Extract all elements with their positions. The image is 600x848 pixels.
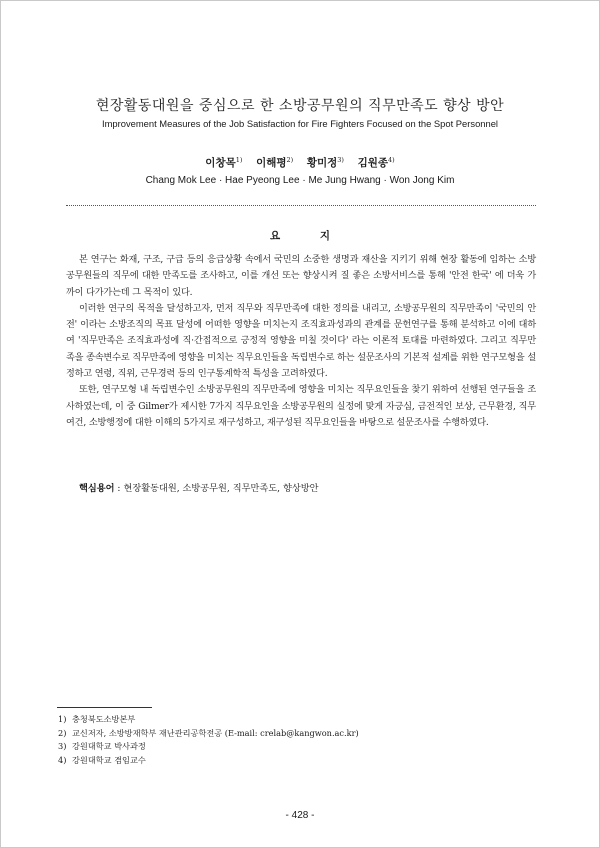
- keywords-text: 현장활동대원, 소방공무원, 직무만족도, 향상방안: [123, 483, 319, 494]
- abstract-paragraph: 본 연구는 화재, 구조, 구급 등의 응급상황 속에서 국민의 소중한 생명과 재산을 지키기 위해 현장 활동에 임하는 소방공무원들의 직무에 대한 만족도를 조사하고, 이를 개선 또는 향상시켜 질 좋은 소방서비스를 통해 '안전 한국' 에 더욱 가까이 다가가는데 그 목적이 있다.: [66, 255, 536, 298]
- footnote-text: 충청북도소방본부: [72, 714, 136, 724]
- author-footnote-mark: 1): [235, 156, 243, 164]
- footnotes: [58, 713, 538, 767]
- footnote-text: 강원대학교 박사과정: [72, 741, 146, 752]
- author-list-korean: [0, 155, 600, 170]
- paper-title-english: Improvement Measures of the Job Satisfaction for Fire Fighters Focused on the Spot Personnel: [101, 118, 499, 129]
- footnote-number: 1): [58, 714, 67, 724]
- keywords-label: 핵심용어: [79, 483, 115, 494]
- abstract-paragraph: 이러한 연구의 목적을 달성하고자, 먼저 직무와 직무만족에 대한 정의를 내리고, 소방공무원의 직무만족이 '국민의 안전' 이라는 소방조직의 목표 달성에 어떠한 영향을 미치는지 조직효과성과의 관계를 문헌연구를 통해 분석하고 이에 대하여 '직무만족은 조직효과성에 직·간접적으로 긍정적 영향을 미칠 것이다' 라는 이론적 토대를 마련하였다. 그리고 직무만족을 종속변수로 직무만족에 영향을 미치는 직무요인들을 독립변수로 하는 설문조사의 기본적 설계를 위한 연구모형을 설정하고 연령, 직위, 근무경력 등의 인구통계학적 특성을 고려하였다.: [66, 303, 536, 380]
- author-name: 황미정: [306, 157, 338, 169]
- author-name: 이해평: [256, 157, 287, 169]
- author-name: 김원종: [357, 157, 389, 169]
- footnote-text: 교신저자, 소방방재학부 재난관리공학전공 (E-mail: crelab@kangwon.ac.kr): [72, 727, 359, 738]
- author-footnote-mark: 2): [286, 156, 294, 164]
- paper-title-korean: 현장활동대원을 중심으로 한 소방공무원의 직무만족도 향상 방안: [95, 98, 505, 114]
- footnote: [58, 713, 538, 727]
- author-name: 이창목: [205, 157, 236, 169]
- footnote-rule: [57, 707, 152, 708]
- footnote-text: 강원대학교 겸임교수: [72, 754, 146, 765]
- abstract-paragraph: 또한, 연구모형 내 독립변수인 소방공무원의 직무만족에 영향을 미치는 직무요인들을 찾기 위하여 선행된 연구들을 조사하였는데, 이 중 Gilmer가 제시한 7가지 직무요인을 소방공무원의 실정에 맞게 자긍심, 금전적인 보상, 근무환경, 직무여건, 소방행정에 대한 이해의 5가지로 재구성하고, 재구성된 직무요인들을 바탕으로 설문조사를 수행하였다.: [66, 385, 536, 428]
- author-list-english: Chang Mok Lee · Hae Pyeong Lee · Me Jung Hwang · Won Jong Kim: [145, 175, 455, 186]
- abstract-body: [66, 252, 536, 431]
- footnote: [58, 754, 538, 768]
- footnote-number: 4): [58, 754, 67, 765]
- footnote: [58, 740, 538, 754]
- footnote: [58, 727, 538, 741]
- author-footnote-mark: 4): [388, 156, 395, 164]
- footnote-number: 2): [58, 727, 67, 738]
- keywords: [79, 480, 539, 494]
- footnote-number: 3): [58, 741, 67, 752]
- dotted-divider: [66, 205, 536, 206]
- author-footnote-mark: 3): [337, 156, 344, 164]
- page-number: - 428 -: [285, 810, 315, 821]
- keywords-separator: :: [114, 483, 124, 494]
- abstract-heading: 요 지: [270, 230, 348, 242]
